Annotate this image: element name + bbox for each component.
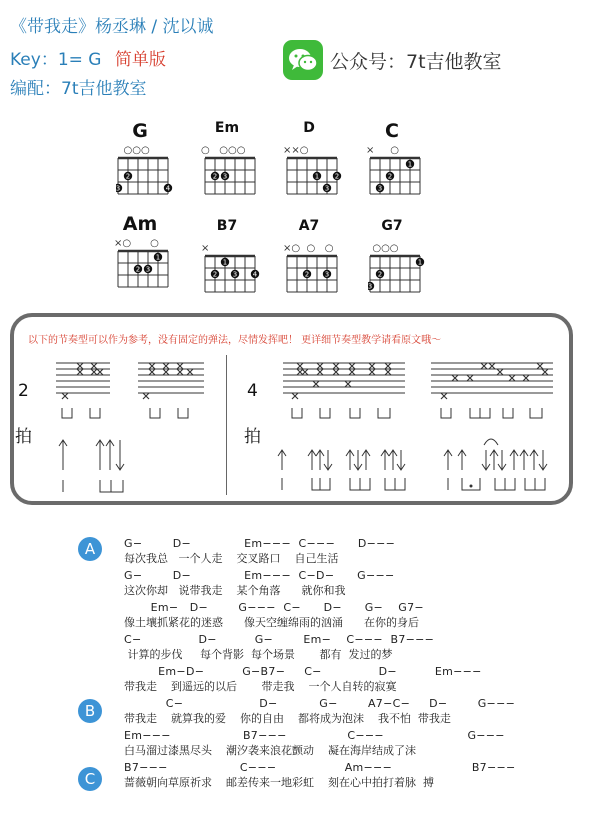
- svg-text:1: 1: [222, 258, 228, 267]
- chord-name: D: [303, 120, 315, 136]
- svg-text:2: 2: [212, 172, 218, 181]
- chord-name: G7: [381, 218, 403, 234]
- open-string-markers: ×: [201, 243, 210, 254]
- svg-text:3: 3: [368, 282, 373, 291]
- chord-line: Em− D− G−−− C− D− G− G7−: [124, 601, 424, 614]
- lyric-line: 每次我总 一个人走 交叉路口 自己生活: [124, 552, 339, 565]
- section-badge-a: A: [78, 537, 102, 561]
- beat2-number: 2: [18, 381, 29, 401]
- lyric-line: 像土壤抓紧花的迷惑 像天空缠绵雨的汹涌 在你的身后: [124, 616, 419, 629]
- lyrics-block: [124, 537, 516, 793]
- open-string-markers: × ○: [366, 145, 399, 156]
- chord-line: Em−−− B7−−− C−−− G−−−: [124, 729, 505, 742]
- rhythm-note: 以下的节奏型可以作为参考，没有固定的弹法，尽情发挥吧！ 更详细节奏型教学请看原文哦～: [28, 335, 442, 346]
- svg-text:2: 2: [304, 270, 310, 279]
- svg-text:2: 2: [387, 172, 393, 181]
- song-title: 《带我走》杨丞琳 / 沈以诚: [10, 17, 214, 37]
- svg-text:3: 3: [377, 184, 383, 193]
- chord-name: G: [132, 120, 148, 142]
- svg-text:2: 2: [135, 265, 141, 274]
- lyric-line: 蔷薇朝向草原祈求 邮差传来一地彩虹 刻在心中拍打着脉 搏: [124, 776, 434, 789]
- key-label: Key：1= G: [10, 50, 102, 70]
- chord-line: G− D− Em−−− C−D− G−−−: [124, 569, 395, 582]
- section-badge-c: C: [78, 767, 102, 791]
- svg-text:3: 3: [232, 270, 238, 279]
- chord-name: Em: [214, 120, 240, 136]
- version-label: 简单版: [114, 50, 166, 70]
- svg-text:2: 2: [125, 172, 131, 181]
- svg-text:3: 3: [145, 265, 151, 274]
- open-string-markers: ○ ○○○: [201, 145, 246, 156]
- svg-text:3: 3: [324, 270, 330, 279]
- rhythm-staff-1: [56, 363, 110, 393]
- lyric-line: 这次你却 说带我走 某个角落 就你和我: [124, 584, 346, 597]
- wechat-account: 公众号：7t吉他教室: [330, 51, 502, 73]
- open-string-markers: ○○○: [366, 243, 399, 254]
- arranger-label: 编配：7t吉他教室: [10, 79, 147, 99]
- open-string-markers: ×○ ○ ○: [283, 243, 334, 254]
- open-string-markers: ×○ ○: [114, 238, 159, 249]
- lyric-line: 计算的步伐 每个背影 每个场景 都有 发过的梦: [124, 648, 393, 661]
- chord-line: C− D− G− Em− C−−− B7−−−: [124, 633, 435, 646]
- chord-line: C− D− G− A7−C− D− G−−−: [124, 697, 516, 710]
- svg-text:2: 2: [377, 270, 383, 279]
- svg-text:1: 1: [407, 160, 413, 169]
- open-string-markers: ××○: [283, 145, 309, 156]
- chord-line: B7−−− C−−− Am−−− B7−−−: [124, 761, 516, 774]
- lyric-line: 带我走 到遥远的以后 带走我 一个人自转的寂寞: [124, 680, 397, 693]
- svg-text:4: 4: [252, 270, 258, 279]
- chord-name: B7: [216, 218, 238, 234]
- open-string-markers: ○○○: [114, 145, 150, 156]
- svg-text:3: 3: [116, 184, 121, 193]
- chord-name: Am: [122, 213, 158, 235]
- chord-name: C: [385, 120, 399, 142]
- lyric-line: 带我走 就算我的爱 你的自由 都将成为泡沫 我不怕 带我走: [124, 712, 451, 725]
- chord-line: G− D− Em−−− C−−− D−−−: [124, 537, 396, 550]
- svg-text:2: 2: [212, 270, 218, 279]
- beat2-label: 拍: [15, 427, 32, 447]
- svg-text:1: 1: [155, 253, 161, 262]
- beat4-label: 拍: [244, 427, 261, 447]
- svg-text:1: 1: [417, 258, 423, 267]
- svg-text:2: 2: [334, 172, 340, 181]
- svg-text:3: 3: [222, 172, 228, 181]
- section-badge-b: B: [78, 699, 102, 723]
- svg-text:4: 4: [165, 184, 171, 193]
- lyric-line: 白马溜过漆黑尽头 潮汐袭来浪花颤动 凝在海岸结成了沫: [124, 744, 416, 757]
- svg-text:1: 1: [314, 172, 320, 181]
- beat4-number: 4: [247, 381, 258, 401]
- chord-name: A7: [298, 218, 320, 234]
- svg-text:3: 3: [324, 184, 330, 193]
- chord-line: Em−D− G−B7− C− D− Em−−−: [124, 665, 482, 678]
